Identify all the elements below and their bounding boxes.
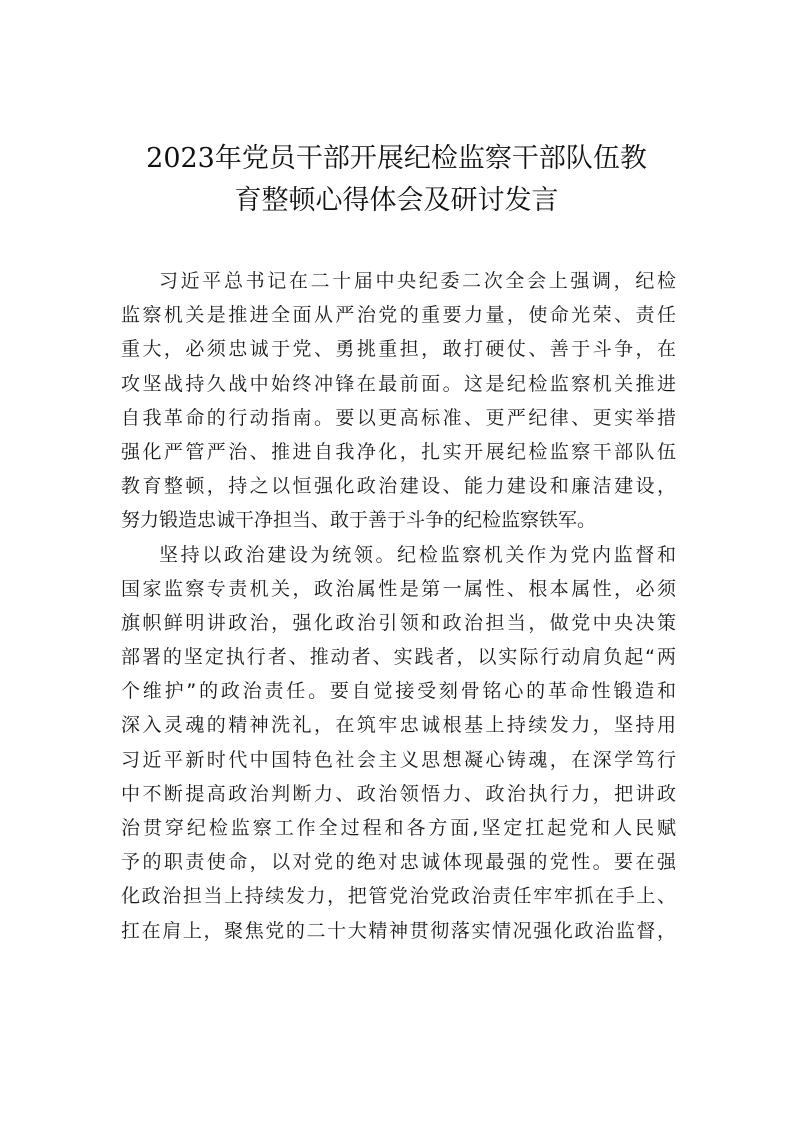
paragraph-line: 重大，必须忠诚于党、勇挑重担，敢打硬仗、善于斗争，在 bbox=[121, 338, 676, 361]
paragraph-line: 习近平新时代中国特色社会主义思想凝心铸魂，在深学笃行 bbox=[121, 748, 676, 771]
paragraph-line: 部署的坚定执行者、推动者、实践者，以实际行动肩负起“两 bbox=[121, 646, 676, 669]
document-title bbox=[60, 138, 733, 222]
paragraph-line: 自我革命的行动指南。要以更高标准、更严纪律、更实举措 bbox=[121, 406, 676, 429]
paragraph-line: 化政治担当上持续发力，把管党治党政治责任牢牢抓在手上、 bbox=[121, 885, 676, 908]
paragraph-2 bbox=[121, 538, 676, 948]
paragraph-line: 教育整顿，持之以恒强化政治建设、能力建设和廉洁建设， bbox=[121, 475, 676, 498]
paragraph-line: 攻坚战持久战中始终冲锋在最前面。这是纪检监察机关推进 bbox=[121, 372, 676, 395]
paragraph-line: 监察机关是推进全面从严治党的重要力量，使命光荣、责任 bbox=[121, 304, 676, 327]
paragraph-line: 扛在肩上，聚焦党的二十大精神贯彻落实情况强化政治监督， bbox=[121, 919, 676, 942]
paragraph-line: 国家监察专责机关，政治属性是第一属性、根本属性，必须 bbox=[121, 577, 676, 600]
paragraph-1 bbox=[121, 264, 676, 538]
paragraph-line: 个维护”的政治责任。要自觉接受刻骨铭心的革命性锻造和 bbox=[121, 680, 676, 703]
paragraph-line: 坚持以政治建设为统领。纪检监察机关作为党内监督和 bbox=[159, 543, 676, 566]
paragraph-line: 深入灵魂的精神洗礼，在筑牢忠诚根基上持续发力，坚持用 bbox=[121, 714, 676, 737]
paragraph-line: 予的职责使命，以对党的绝对忠诚体现最强的党性。要在强 bbox=[121, 851, 676, 874]
paragraph-line: 努力锻造忠诚干净担当、敢于善于斗争的纪检监察铁军。 bbox=[121, 509, 597, 532]
paragraph-line: 中不断提高政治判断力、政治领悟力、政治执行力，把讲政 bbox=[121, 782, 676, 805]
title-line-1: 2023年党员干部开展纪检监察干部队伍教 bbox=[146, 143, 647, 174]
title-line-2: 育整顿心得体会及研讨发言 bbox=[234, 185, 559, 216]
paragraph-line: 习近平总书记在二十届中央纪委二次全会上强调，纪检 bbox=[159, 270, 676, 292]
paragraph-line: 治贯穿纪检监察工作全过程和各方面,坚定扛起党和人民赋 bbox=[121, 817, 676, 839]
paragraph-line: 旗帜鲜明讲政治，强化政治引领和政治担当，做党中央决策 bbox=[121, 611, 676, 634]
document-body bbox=[121, 264, 676, 948]
paragraph-line: 强化严管严治、推进自我净化，扎实开展纪检监察干部队伍 bbox=[121, 440, 676, 463]
